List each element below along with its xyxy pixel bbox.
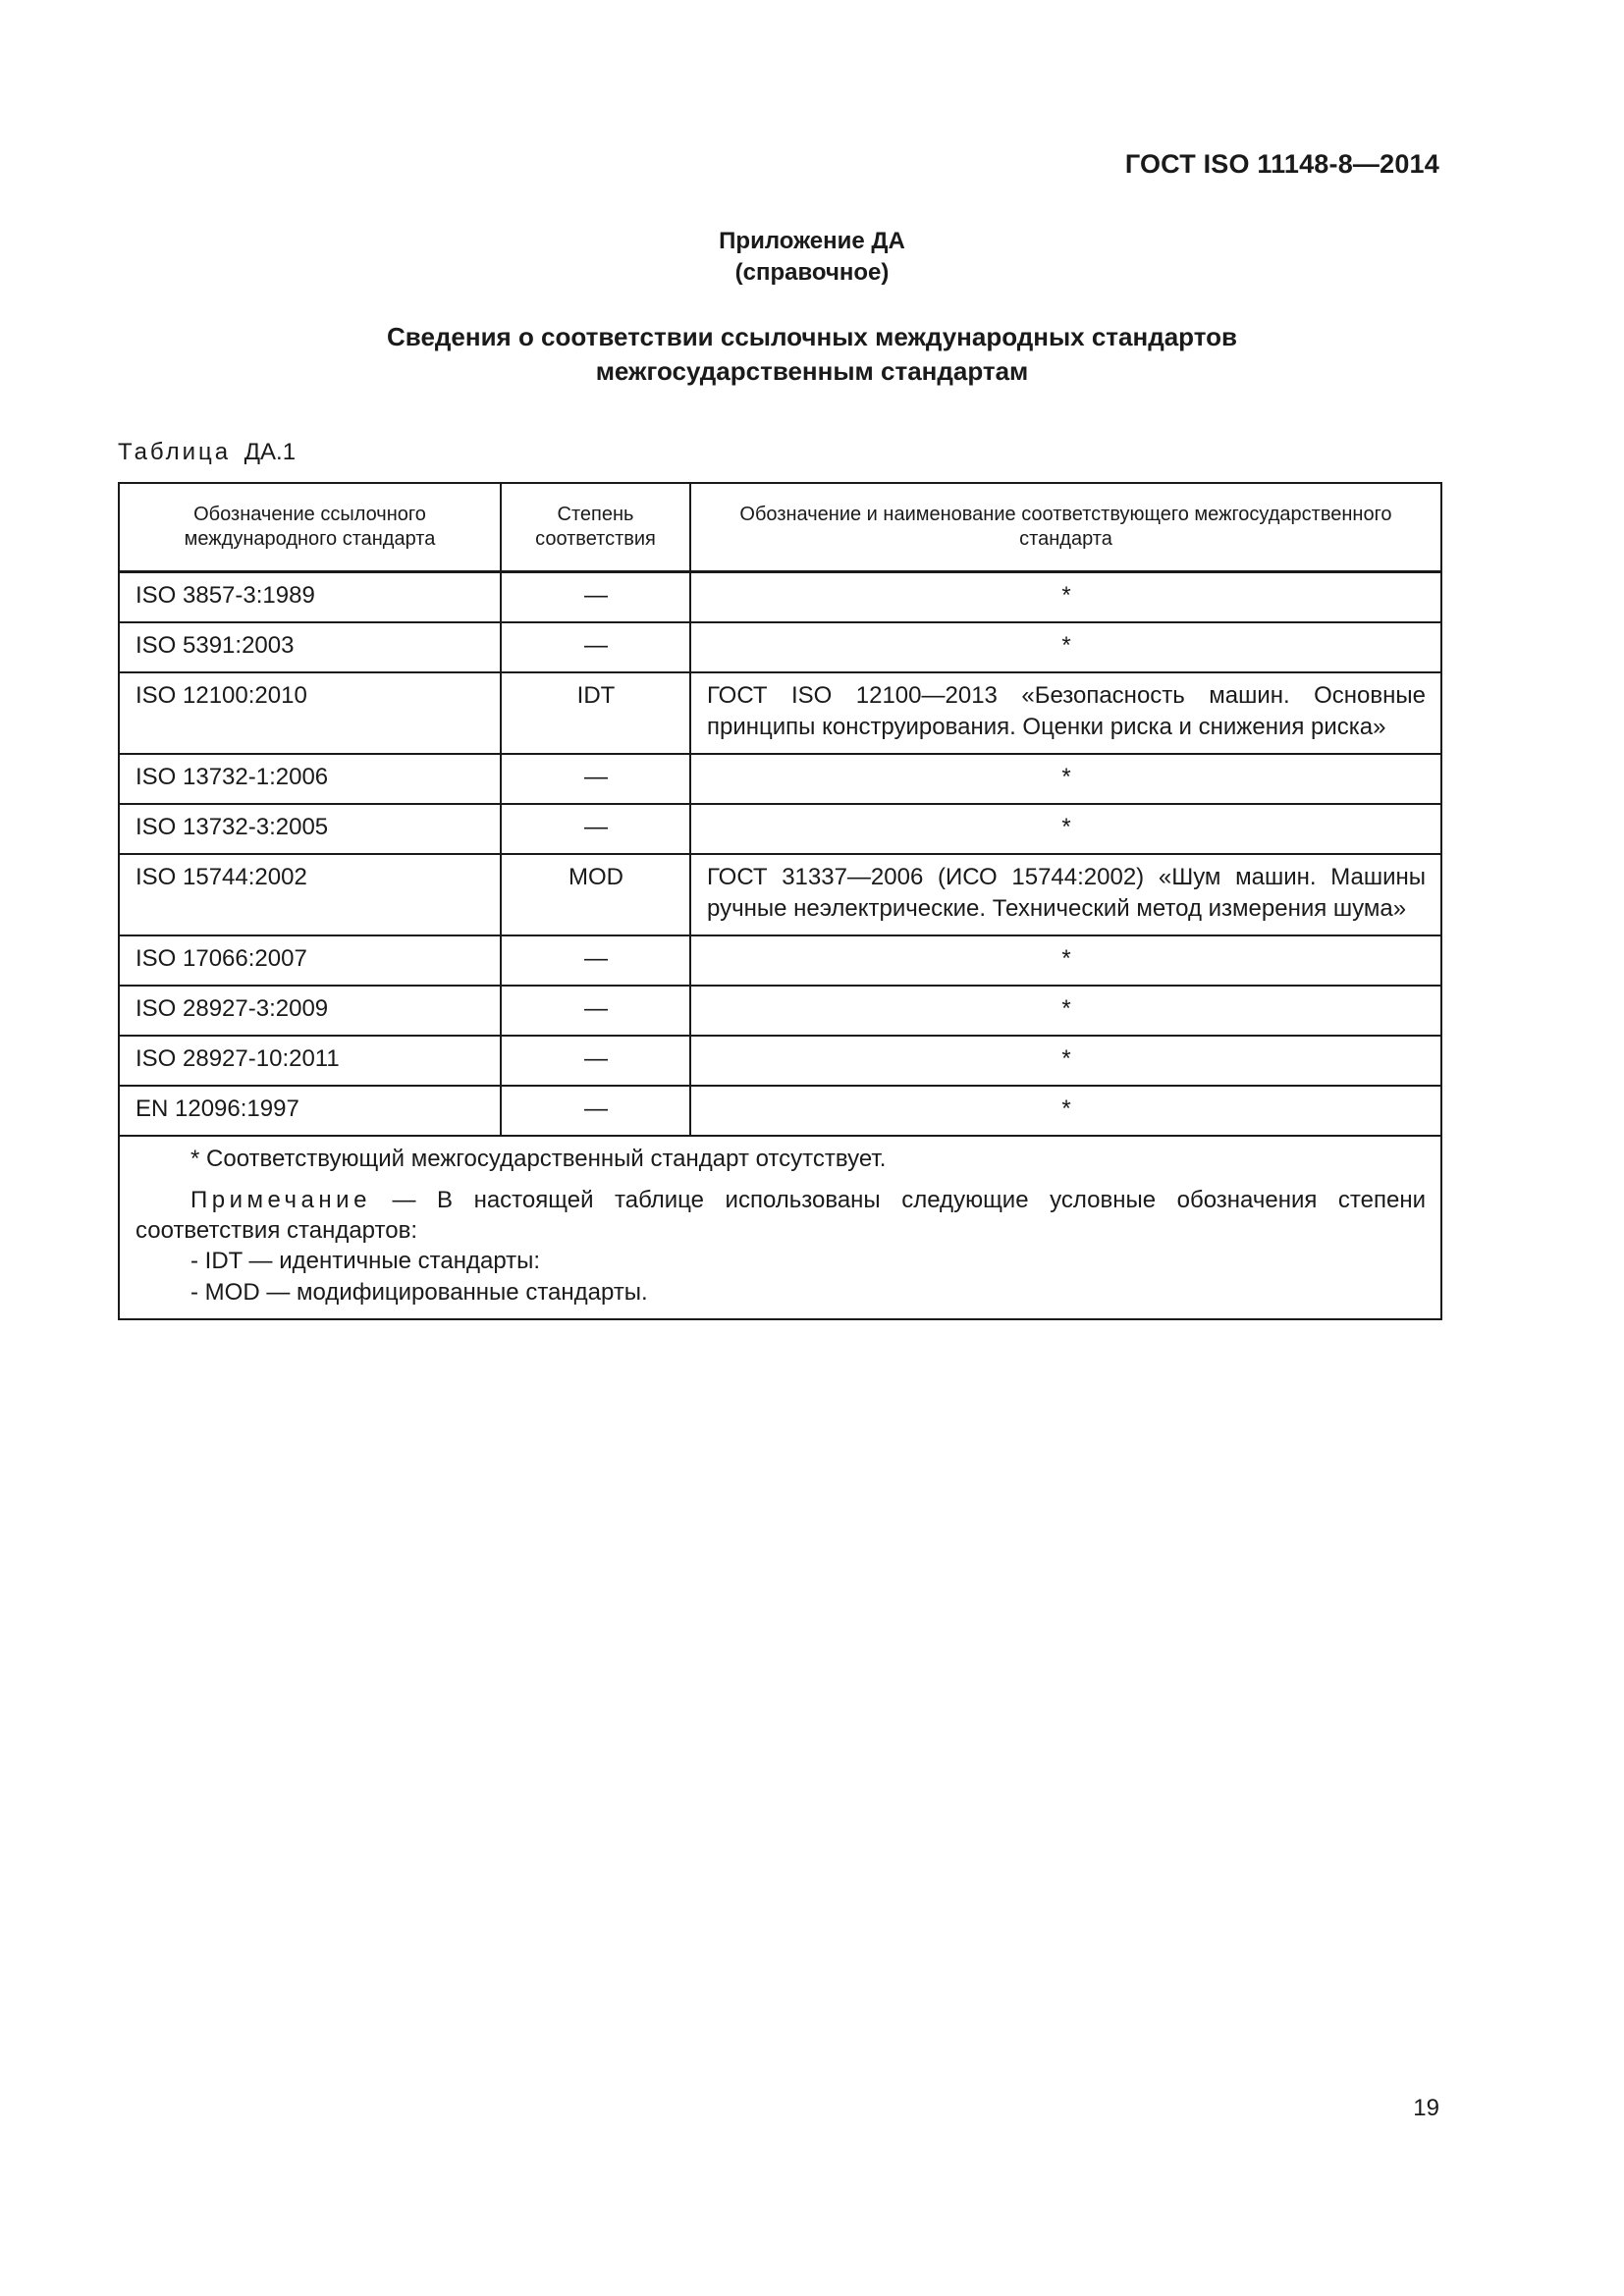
cell-std: ISO 13732-3:2005 — [119, 804, 501, 854]
cell-name: * — [690, 572, 1441, 623]
annex-caption-line1: Сведения о соответствии ссылочных международных стандартов — [387, 322, 1237, 351]
legend-mod: - MOD — модифицированные стандарты. — [190, 1279, 648, 1306]
note-heading: Примечание — [190, 1187, 371, 1213]
table-row — [119, 754, 1441, 804]
annex-title: Приложение ДА — [719, 228, 905, 254]
cell-degree: — — [501, 622, 690, 672]
header-name: Обозначение и наименование соответствующего межгосударственного стандарта — [690, 483, 1441, 572]
header-degree: Степень соответствия — [501, 483, 690, 572]
table-row — [119, 854, 1441, 935]
table-header-row — [119, 483, 1441, 572]
table-row — [119, 804, 1441, 854]
annex-heading — [0, 226, 1624, 289]
cell-name: * — [690, 1036, 1441, 1086]
cell-name: ГОСТ 31337—2006 (ИСО 15744:2002) «Шум машин. Машины ручные неэлектрические. Технический метод измерения шума» — [690, 854, 1441, 935]
cell-name: * — [690, 986, 1441, 1036]
cell-degree: IDT — [501, 672, 690, 754]
cell-std: EN 12096:1997 — [119, 1086, 501, 1136]
header-std: Обозначение ссылочного международного стандарта — [119, 483, 501, 572]
table-label-number: ДА.1 — [244, 439, 297, 465]
cell-name: * — [690, 804, 1441, 854]
cell-std: ISO 17066:2007 — [119, 935, 501, 986]
cell-name: * — [690, 622, 1441, 672]
table-notes-row — [119, 1136, 1441, 1319]
table-row — [119, 622, 1441, 672]
table-footnote: * Соответствующий межгосударственный стандарт отсутствует. — [190, 1146, 887, 1172]
cell-name: * — [690, 1086, 1441, 1136]
cell-std: ISO 15744:2002 — [119, 854, 501, 935]
document-code: ГОСТ ISO 11148-8—2014 — [1124, 149, 1439, 179]
cell-degree: — — [501, 935, 690, 986]
annex-caption-line2: межгосударственным стандартам — [595, 356, 1029, 386]
standards-table — [118, 482, 1442, 1320]
table-label-prefix: Таблица — [118, 439, 232, 465]
cell-name: * — [690, 754, 1441, 804]
cell-std: ISO 3857-3:1989 — [119, 572, 501, 623]
note-text: — В настоящей таблице использованы следующие условные обозначения степени соответствия стандартов: — [135, 1187, 1426, 1244]
cell-degree: — — [501, 572, 690, 623]
table-row — [119, 572, 1441, 623]
cell-degree: — — [501, 754, 690, 804]
cell-name: ГОСТ ISO 12100—2013 «Безопасность машин. Основные принципы конструирования. Оценки риска и снижения риска» — [690, 672, 1441, 754]
cell-std: ISO 5391:2003 — [119, 622, 501, 672]
cell-std: ISO 12100:2010 — [119, 672, 501, 754]
annex-caption — [0, 320, 1624, 389]
cell-degree: — — [501, 986, 690, 1036]
cell-degree: — — [501, 1036, 690, 1086]
table-notes — [119, 1136, 1441, 1319]
annex-type: (справочное) — [734, 259, 890, 286]
table-note — [135, 1185, 1426, 1246]
legend-idt: - IDT — идентичные стандарты: — [190, 1248, 541, 1274]
table-row — [119, 1086, 1441, 1136]
cell-degree: — — [501, 804, 690, 854]
cell-name: * — [690, 935, 1441, 986]
table-row — [119, 672, 1441, 754]
table-row — [119, 1036, 1441, 1086]
table-row — [119, 935, 1441, 986]
cell-std: ISO 28927-3:2009 — [119, 986, 501, 1036]
page-number: 19 — [1413, 2095, 1439, 2121]
table-row — [119, 986, 1441, 1036]
cell-degree: — — [501, 1086, 690, 1136]
cell-std: ISO 13732-1:2006 — [119, 754, 501, 804]
table-label — [118, 439, 296, 466]
cell-degree: MOD — [501, 854, 690, 935]
cell-std: ISO 28927-10:2011 — [119, 1036, 501, 1086]
